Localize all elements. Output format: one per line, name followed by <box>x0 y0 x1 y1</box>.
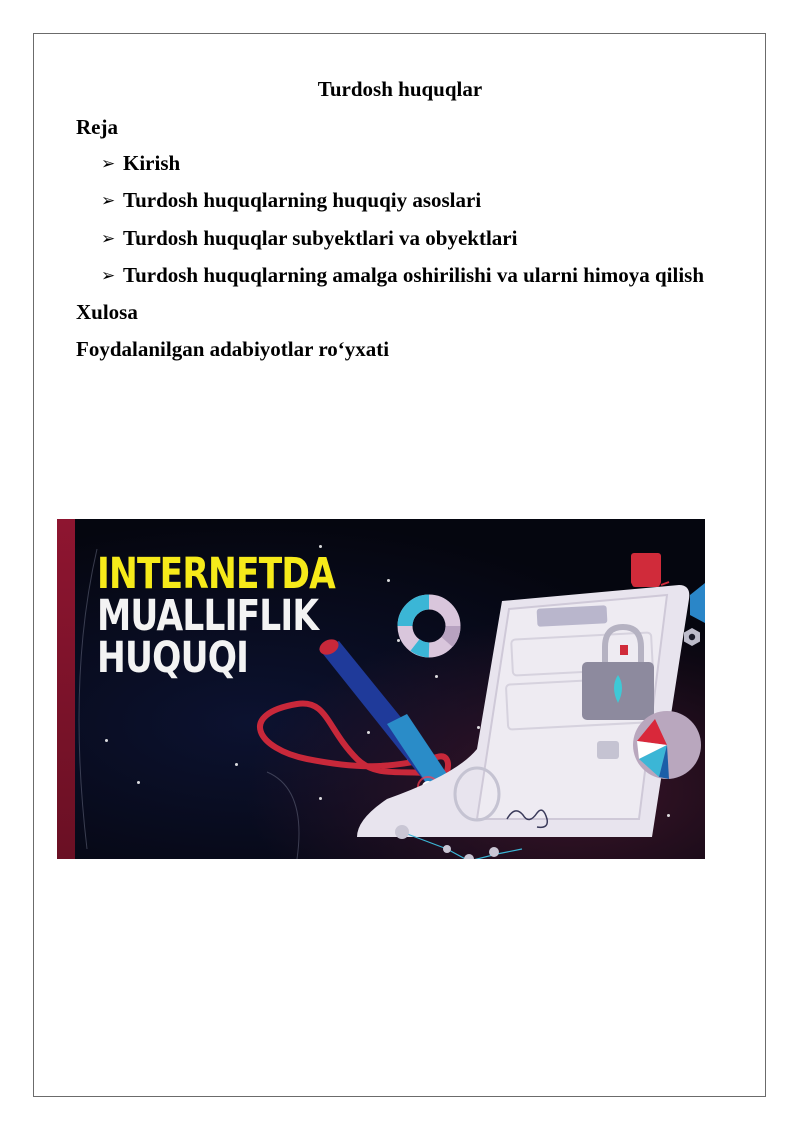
plan-item-label: Turdosh huquqlarning amalga oshirilishi va ularni himoya qilish <box>123 263 705 287</box>
plan-item <box>101 262 704 289</box>
bookmark-tab <box>632 554 660 587</box>
plan-item <box>101 150 180 177</box>
heading-line-internetda: INTERNETDA <box>97 549 335 599</box>
arrowhead-bullet-icon: ➢ <box>101 154 116 174</box>
arrowhead-bullet-icon: ➢ <box>101 191 116 211</box>
plan-item <box>101 225 517 252</box>
hexagon-shape <box>690 583 705 623</box>
plan-item-label: Turdosh huquqlarning huquqiy asoslari <box>123 188 482 212</box>
references-heading: Foydalanilgan adabiyotlar ro‘yxati <box>76 337 390 361</box>
hex-nut-icon <box>684 628 700 646</box>
plan-item-label: Turdosh huquqlar subyektlari va obyektlari <box>123 226 518 250</box>
plan-heading: Reja <box>76 115 118 139</box>
copyright-illustration <box>57 519 705 859</box>
illustration-heading <box>97 549 335 683</box>
plan-item-label: Kirish <box>123 151 181 175</box>
heading-line-huquqi: HUQUQI <box>97 633 249 683</box>
conclusion-heading: Xulosa <box>76 300 138 324</box>
heading-line-mualliflik: MUALLIFLIK <box>97 591 319 641</box>
arrowhead-bullet-icon: ➢ <box>101 229 116 249</box>
arrowhead-bullet-icon: ➢ <box>101 266 116 286</box>
donut-chart-icon <box>405 602 453 650</box>
document-title: Turdosh huquqlar <box>317 77 483 101</box>
plan-item <box>101 187 481 214</box>
pie-chart-icon <box>633 711 701 779</box>
